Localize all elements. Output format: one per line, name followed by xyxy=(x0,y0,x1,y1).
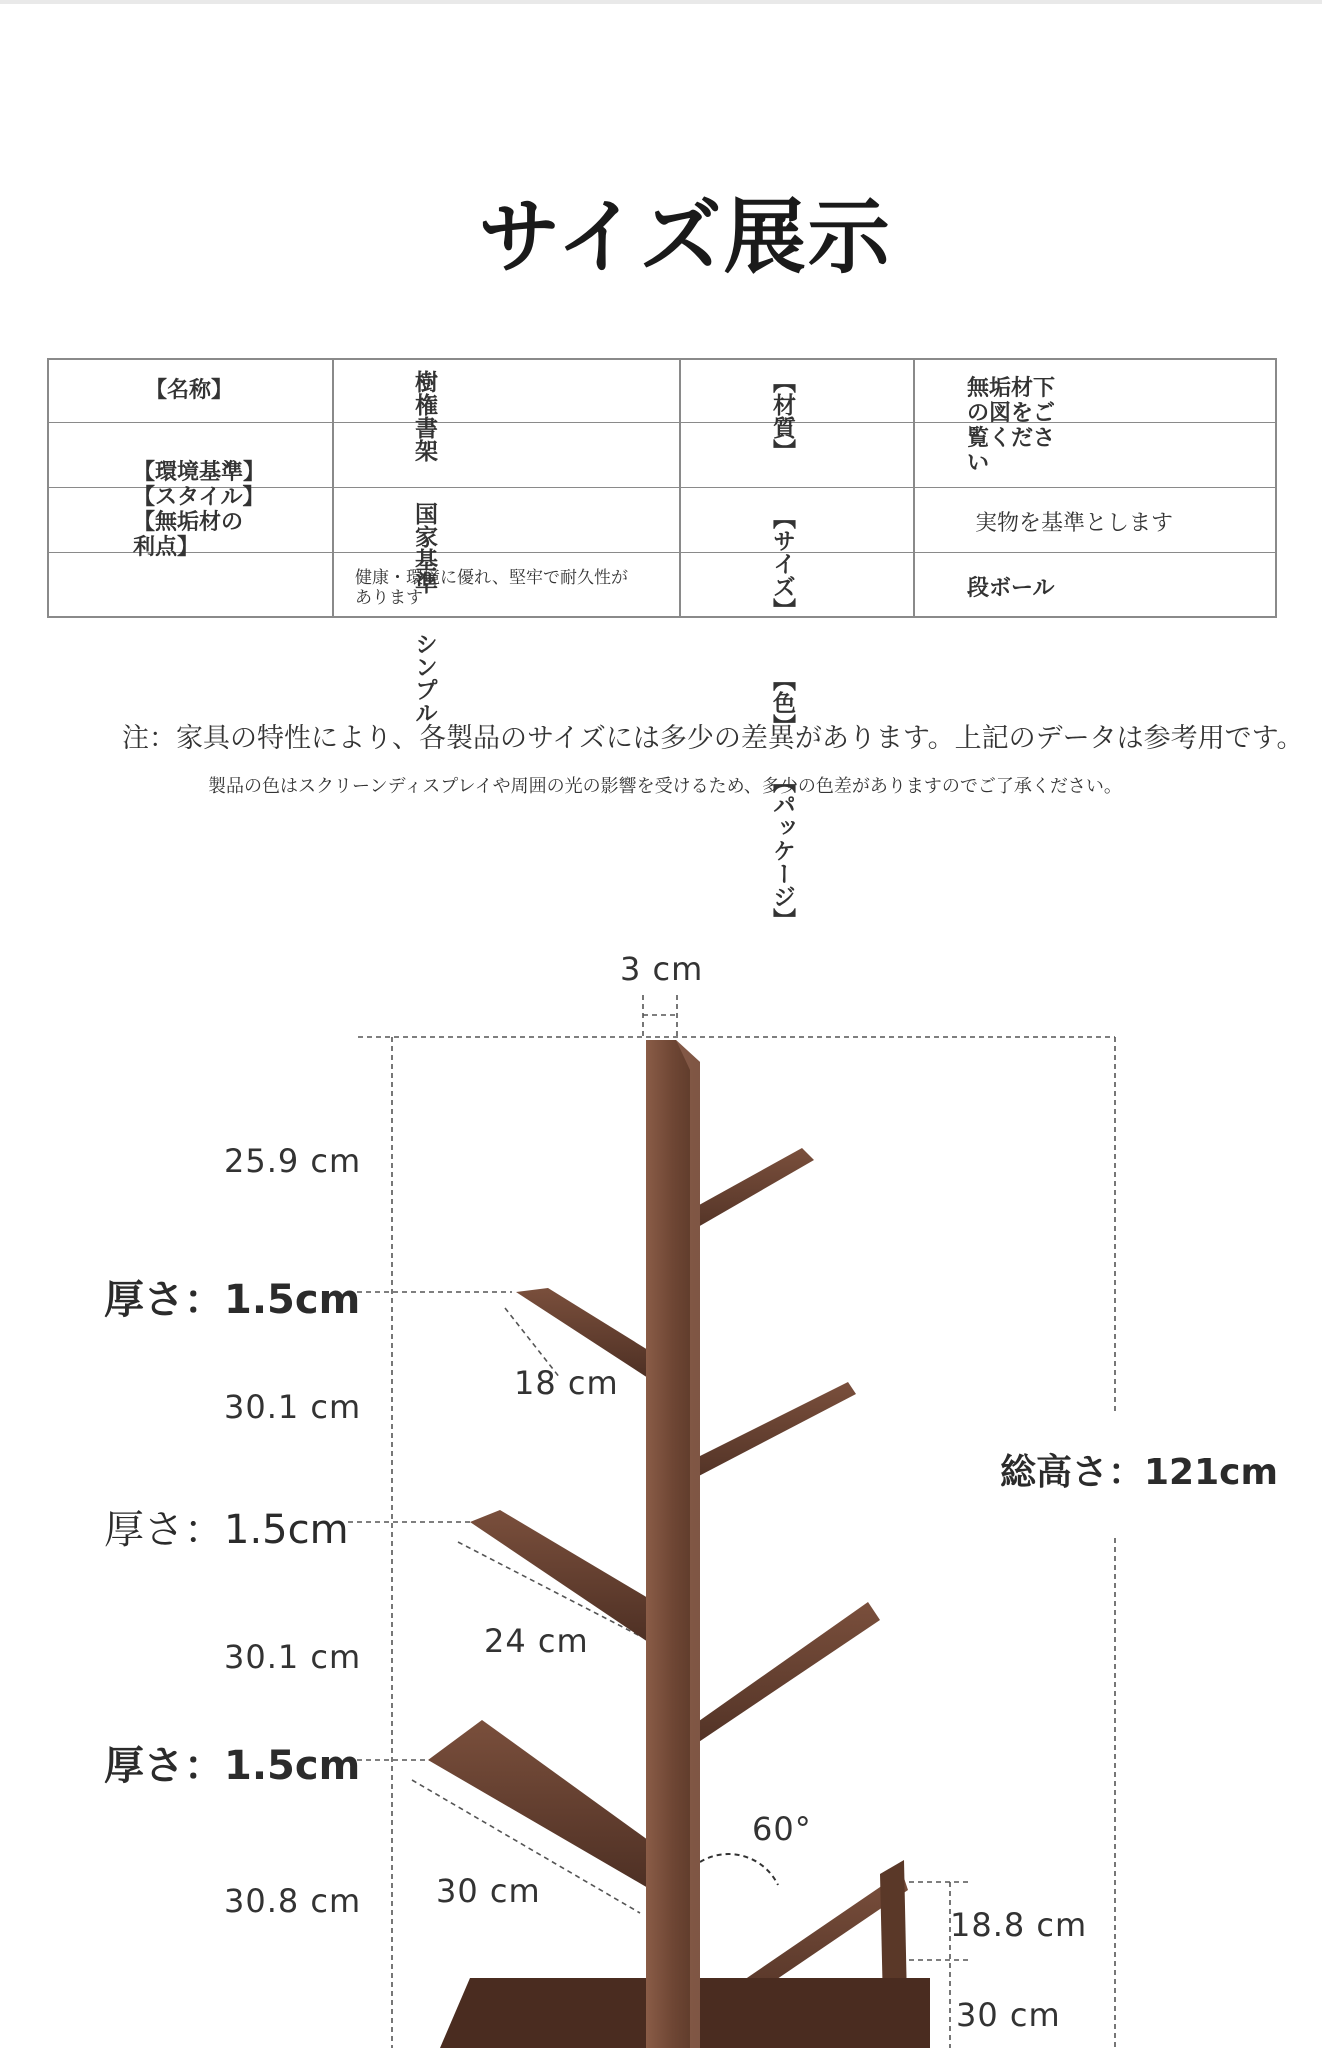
page-title: サイズ展示 xyxy=(478,190,892,285)
table-col-line xyxy=(332,358,334,618)
gap2-label: 30.1 cm xyxy=(224,1388,362,1426)
shelf3-length-label: 30 cm xyxy=(436,1872,541,1910)
table-border-left xyxy=(47,358,49,618)
style-value: シンプル xyxy=(411,632,437,724)
thickness1-label: 厚さ：1.5cm xyxy=(104,1277,361,1323)
env-labels: 【環境基準】【スタイル】【無垢材の利点】 xyxy=(133,460,255,560)
table-row-line xyxy=(47,422,1277,423)
package-label: 【パッケージ】 xyxy=(769,770,795,931)
material-value: 無垢材下の図をご覧ください xyxy=(967,376,1056,476)
base-height-label: 30 cm xyxy=(956,1996,1061,2034)
color-label: 【色】 xyxy=(769,668,795,737)
material-label: 【材質】 xyxy=(769,370,795,462)
thickness3-label: 厚さ：1.5cm xyxy=(104,1743,361,1789)
total-height-label: 総高さ：121cm xyxy=(1000,1452,1278,1493)
note-color-variance: 製品の色はスクリーンディスプレイや周囲の光の影響を受けるため、多少の色差がありますのでご了承ください。 xyxy=(208,776,1122,797)
gap1-label: 25.9 cm xyxy=(224,1142,362,1180)
top-width-label: 3 cm xyxy=(620,950,704,988)
env-value: 国家基準 xyxy=(411,502,437,594)
table-col-line xyxy=(679,358,681,618)
name-label: 【名称】 xyxy=(145,378,234,403)
top-divider xyxy=(0,0,1322,4)
note-size-variance: 注：家具の特性により、各製品のサイズには多少の差異があります。上記のデータは参考用です。 xyxy=(122,723,1304,754)
package-value: 段ボール xyxy=(967,576,1055,601)
thickness2-label: 厚さ：1.5cm xyxy=(104,1507,349,1553)
bottom-gap-label: 18.8 cm xyxy=(950,1906,1088,1944)
size-value: 実物を基準とします xyxy=(975,511,1174,536)
shelf1-length-label: 18 cm xyxy=(514,1364,619,1402)
table-border-bottom xyxy=(47,616,1277,618)
gap4-label: 30.8 cm xyxy=(224,1882,362,1920)
gap3-label: 30.1 cm xyxy=(224,1638,362,1676)
table-border-right xyxy=(1275,358,1277,618)
shelf2-length-label: 24 cm xyxy=(484,1622,589,1660)
size-label: 【サイズ】 xyxy=(769,506,795,621)
table-border-top xyxy=(47,358,1277,360)
spec-table xyxy=(47,358,1277,618)
table-col-line xyxy=(913,358,915,618)
product-name-value: 樹権書架 xyxy=(411,370,437,462)
advantage-value: 健康・環境に優れ、堅牢で耐久性があります xyxy=(355,568,629,608)
dimension-diagram xyxy=(0,930,1322,2048)
angle-label: 60° xyxy=(752,1810,812,1848)
